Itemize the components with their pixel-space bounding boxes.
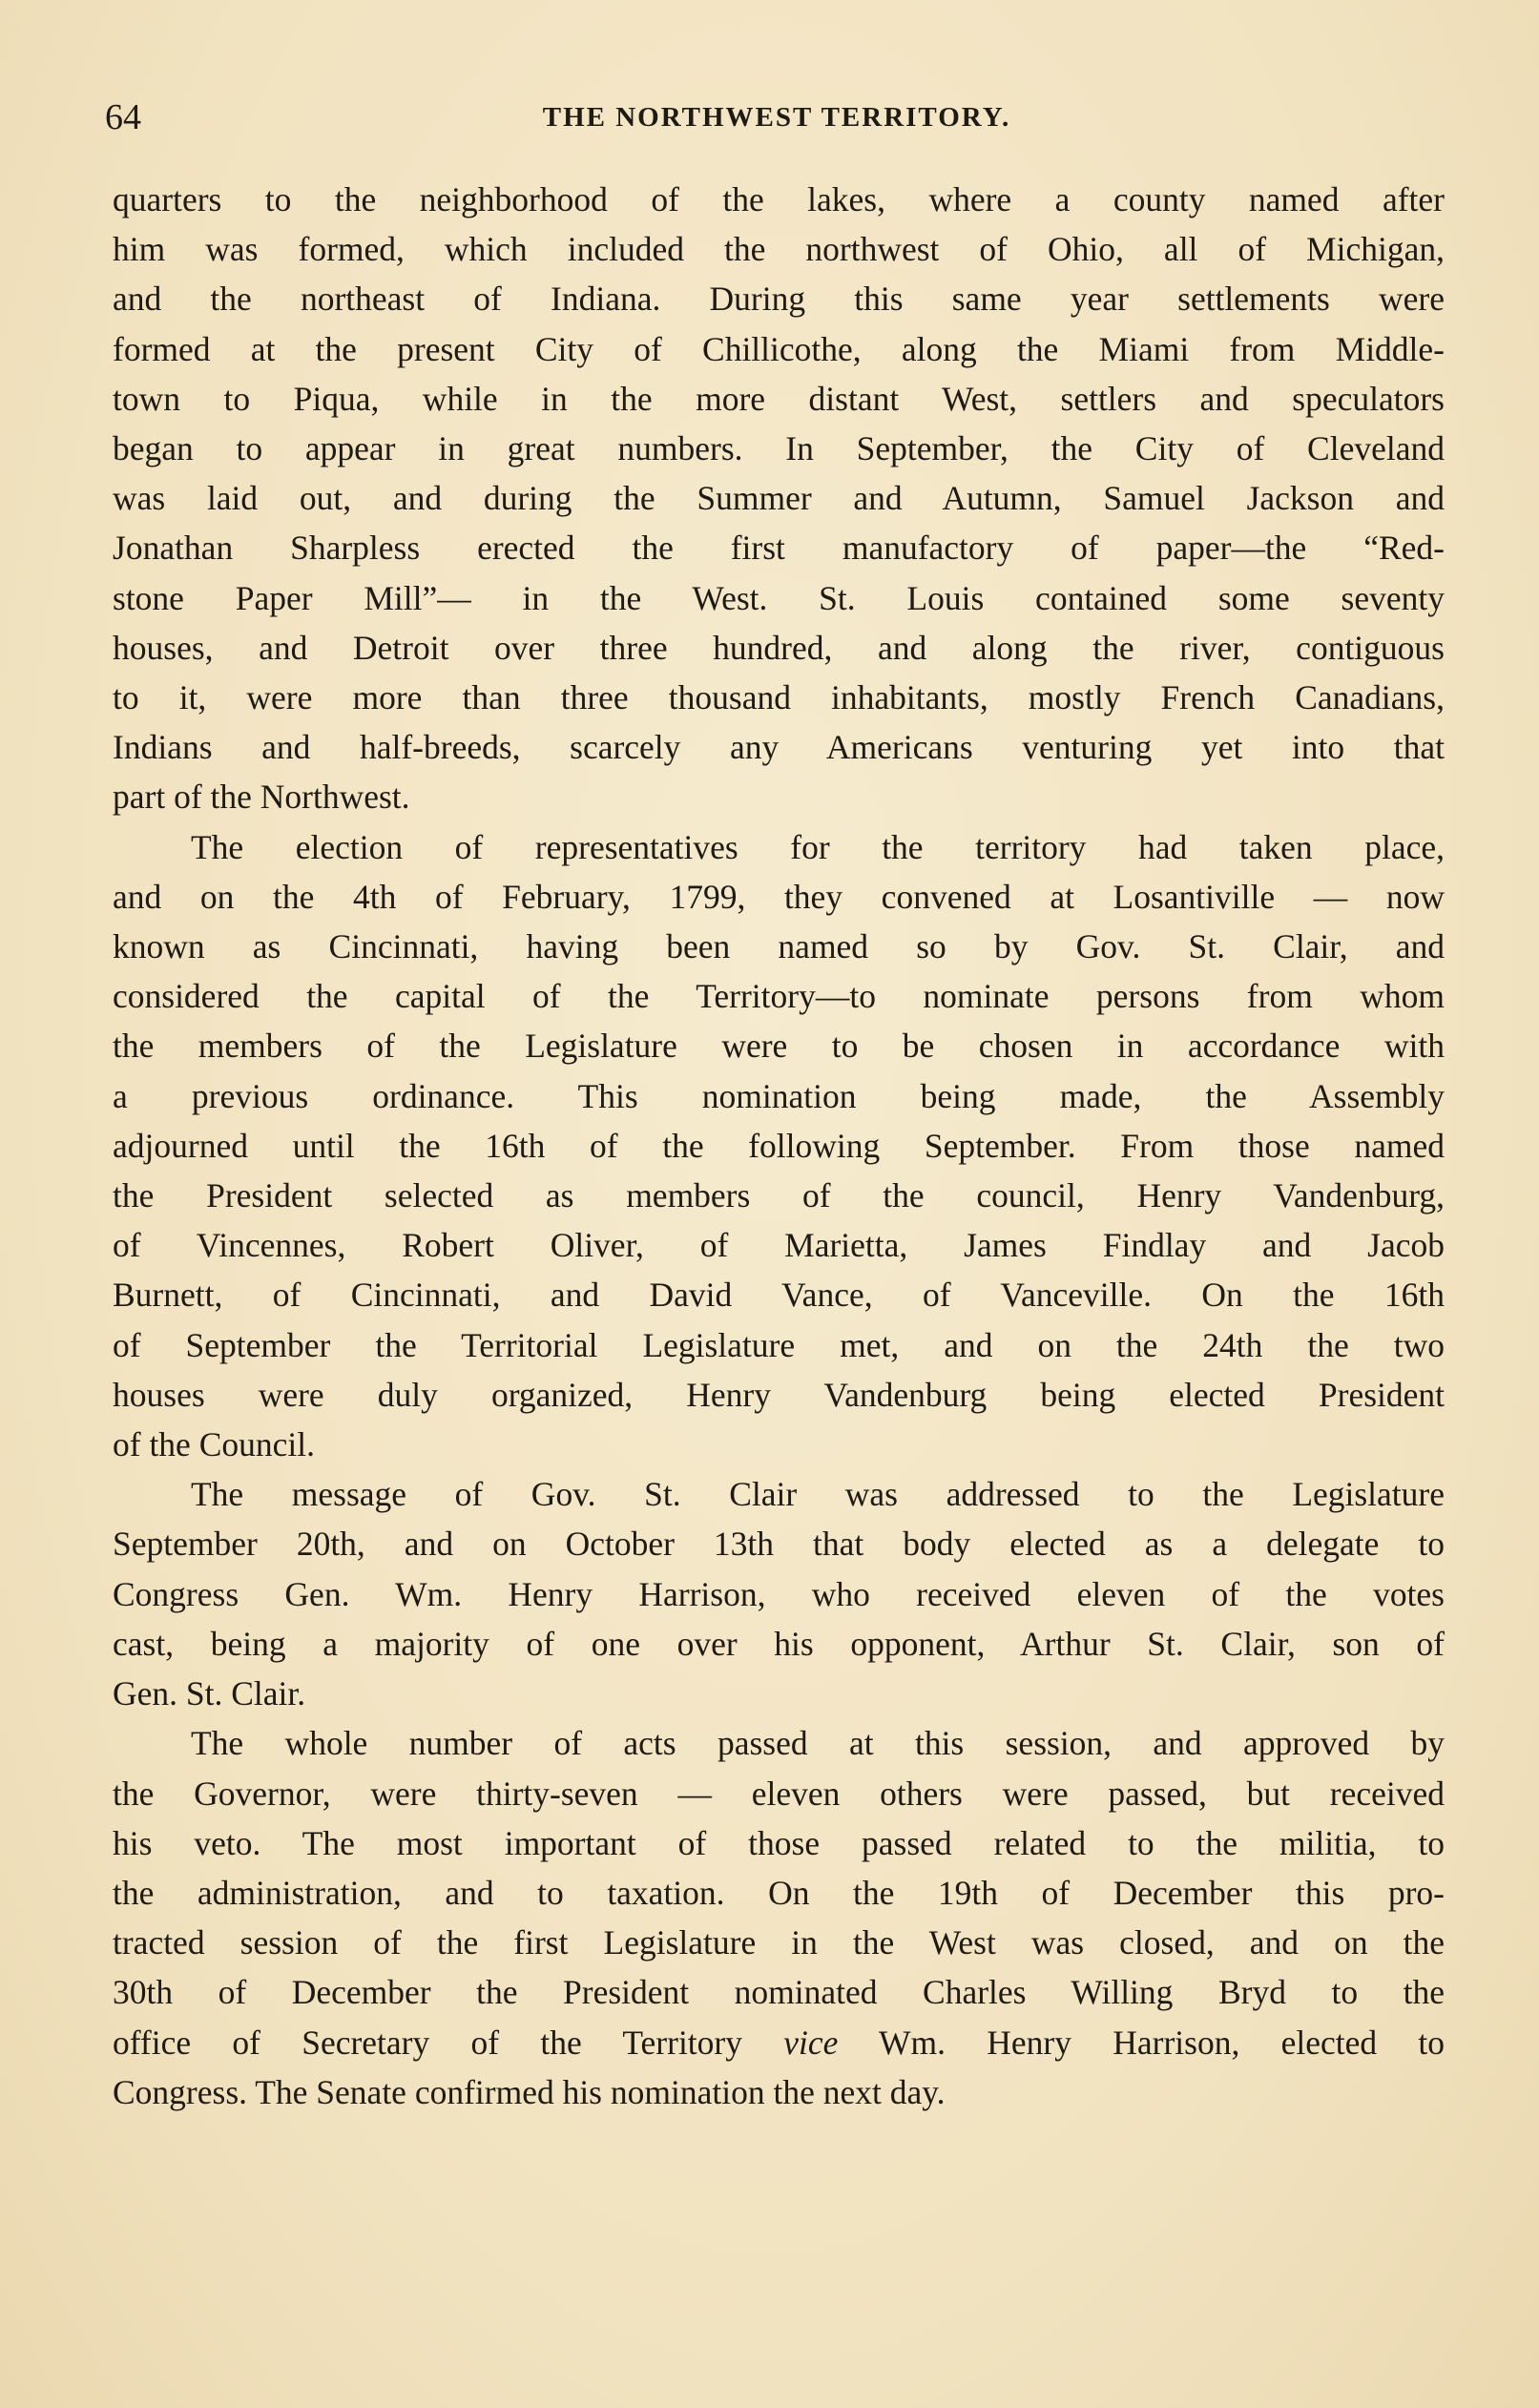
text-line: and on the 4th of February, 1799, they convened at Losantiville — now xyxy=(113,877,1445,916)
text-line: was laid out, and during the Summer and Autumn, Samuel Jackson and xyxy=(113,479,1445,518)
text-line: Jonathan Sharpless erected the first manufactory of paper—the “Red- xyxy=(113,529,1445,568)
text-line: Gen. St. Clair. xyxy=(113,1674,306,1713)
text-line: him was formed, which included the northwest of Ohio, all of Michigan, xyxy=(113,230,1445,269)
text-line: adjourned until the 16th of the following September. From those named xyxy=(113,1126,1445,1165)
text-line: the members of the Legislature were to be chosen in accordance with xyxy=(113,1027,1445,1066)
paragraph-3 xyxy=(113,1469,1445,1718)
text-line: a previous ordinance. This nomination being made, the Assembly xyxy=(113,1076,1445,1115)
running-head xyxy=(105,93,1448,141)
text-line: the administration, and to taxation. On the 19th of December this pro- xyxy=(113,1873,1445,1912)
text-line: quarters to the neighborhood of the lakes, where a county named after xyxy=(113,180,1445,218)
text-line: began to appear in great numbers. In September, the City of Cleveland xyxy=(113,429,1445,468)
text-line: considered the capital of the Territory—to nominate persons from whom xyxy=(113,977,1445,1016)
paragraph-1 xyxy=(113,175,1445,822)
text-line: and the northeast of Indiana. During this same year settlements were xyxy=(113,280,1445,319)
running-title: THE NORTHWEST TERRITORY. xyxy=(542,102,1011,133)
text-line: The message of Gov. St. Clair was addressed to the Legislature xyxy=(191,1475,1445,1514)
text-line: Indians and half-breeds, scarcely any Americans venturing yet into that xyxy=(113,728,1445,767)
text-line: Congress. The Senate confirmed his nomination the next day. xyxy=(113,2072,946,2111)
text-line: town to Piqua, while in the more distant West, settlers and speculators xyxy=(113,379,1445,418)
text-line: his veto. The most important of those passed related to the militia, to xyxy=(113,1823,1445,1862)
text-line: Congress Gen. Wm. Henry Harrison, who received eleven of the votes xyxy=(113,1574,1445,1613)
text-line: The election of representatives for the territory had taken place, xyxy=(191,827,1445,866)
text-line: houses, and Detroit over three hundred, and along the river, contiguous xyxy=(113,628,1445,667)
paragraph-2 xyxy=(113,822,1445,1470)
text-line: part of the Northwest. xyxy=(113,778,410,817)
text-line: September 20th, and on October 13th that body elected as a delegate to xyxy=(113,1525,1445,1564)
text-line: Burnett, of Cincinnati, and David Vance, of Vanceville. On the 16th xyxy=(113,1276,1445,1315)
page-number: 64 xyxy=(105,97,141,137)
text-line-with-italic xyxy=(113,2018,1445,2067)
text-line: of the Council. xyxy=(113,1425,315,1464)
text-line: stone Paper Mill”— in the West. St. Louis contained some seventy xyxy=(113,578,1445,617)
text-line: 30th of December the President nominated Charles Willing Bryd to the xyxy=(113,1973,1445,2012)
text-fragment: Wm. Henry Harrison, elected to xyxy=(838,2023,1445,2062)
text-line: The whole number of acts passed at this session, and approved by xyxy=(191,1724,1445,1763)
body-text xyxy=(113,175,1445,2117)
text-line: of Vincennes, Robert Oliver, of Marietta, James Findlay and Jacob xyxy=(113,1226,1445,1265)
text-line: cast, being a majority of one over his opponent, Arthur St. Clair, son of xyxy=(113,1624,1445,1663)
text-line: formed at the present City of Chillicothe, along the Miami from Middle- xyxy=(113,329,1445,368)
italic-word: vice xyxy=(783,2023,839,2062)
text-line: to it, were more than three thousand inhabitants, mostly French Canadians, xyxy=(113,678,1445,717)
text-line: tracted session of the first Legislature in the West was closed, and on the xyxy=(113,1923,1445,1962)
text-fragment: office of Secretary of the Territory xyxy=(113,2023,784,2062)
text-line: the Governor, were thirty-seven — eleven others were passed, but received xyxy=(113,1774,1445,1813)
text-line: of September the Territorial Legislature met, and on the 24th the two xyxy=(113,1325,1445,1364)
paragraph-4 xyxy=(113,1718,1445,2117)
text-line: known as Cincinnati, having been named so by Gov. St. Clair, and xyxy=(113,927,1445,966)
text-line: houses were duly organized, Henry Vandenburg being elected President xyxy=(113,1375,1445,1414)
text-line: the President selected as members of the council, Henry Vandenburg, xyxy=(113,1176,1445,1215)
